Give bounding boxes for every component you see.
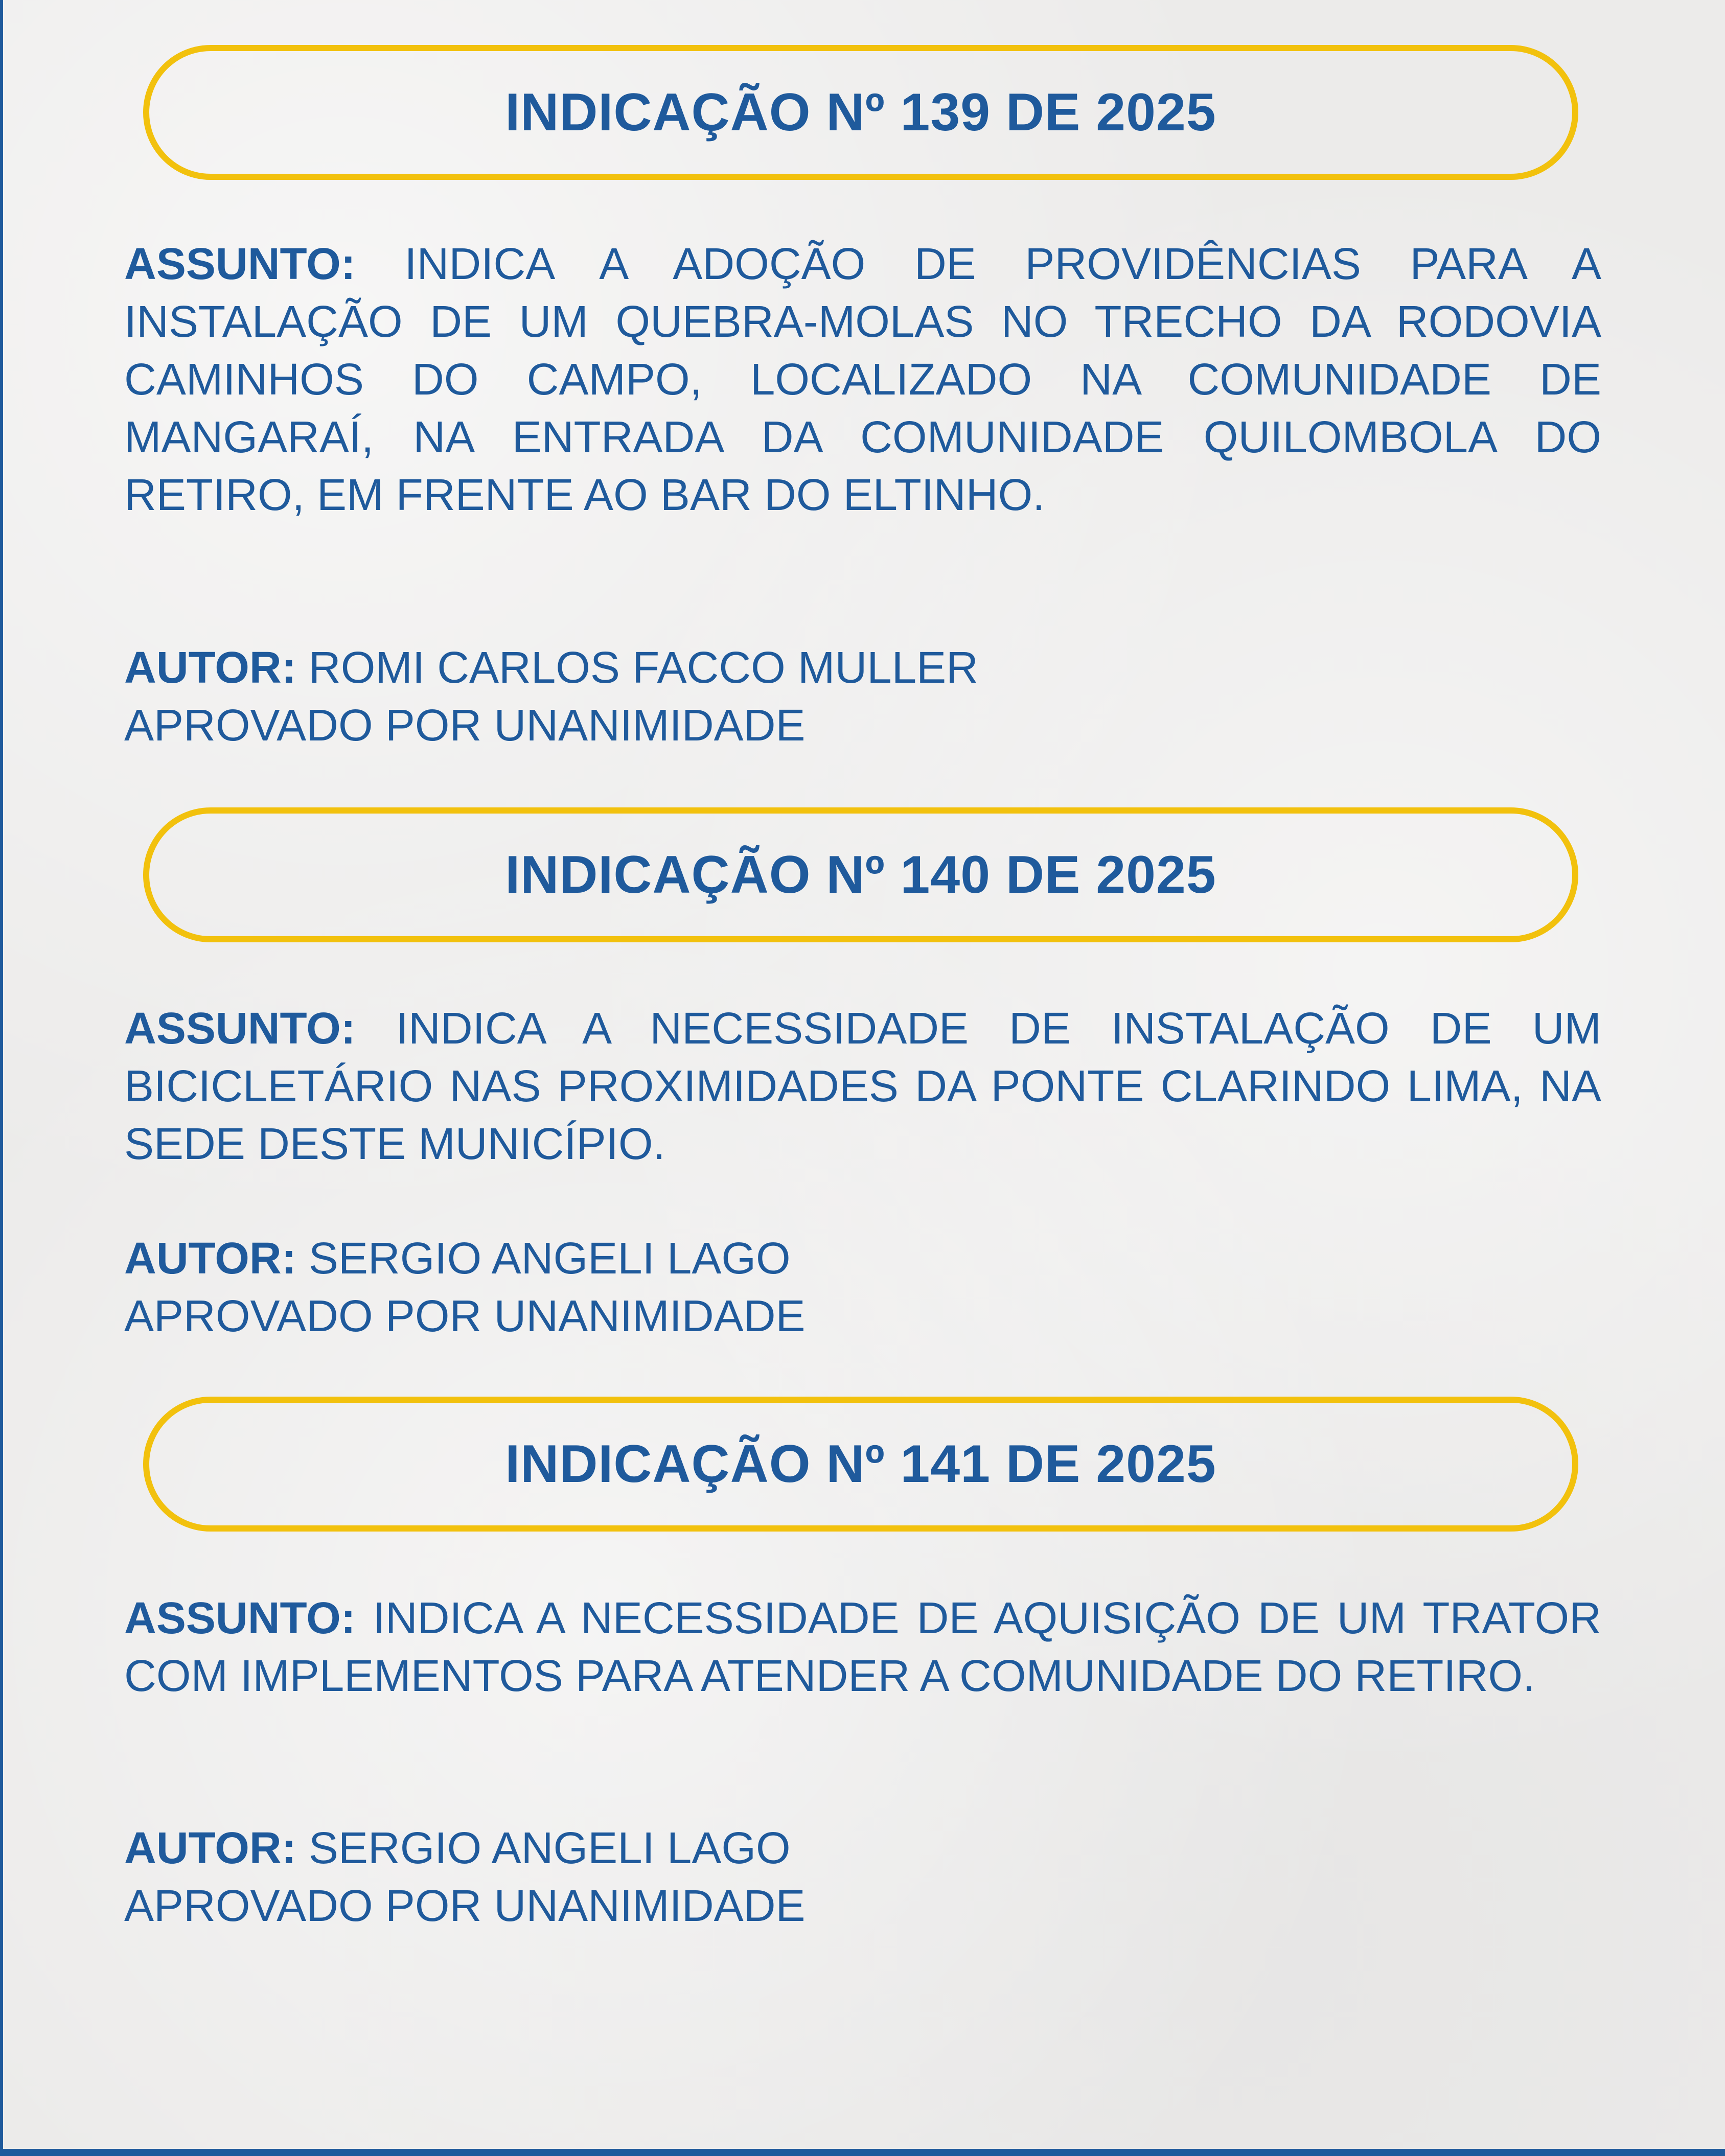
autor-name: SERGIO ANGELI LAGO [308, 1823, 791, 1873]
indicacao-140-assunto [124, 1000, 1601, 1173]
indicacao-140-autor [124, 1230, 1601, 1287]
indicacao-139-assunto-block [124, 235, 1601, 524]
indicacao-141-autor-block [124, 1819, 1601, 1935]
indicacao-140-assunto-block [124, 1000, 1601, 1173]
left-border-strip [0, 0, 3, 2156]
indicacao-139-autor [124, 639, 1601, 697]
indicacao-139-title: INDICAÇÃO Nº 139 DE 2025 [505, 82, 1216, 142]
indicacao-139-header [143, 45, 1578, 180]
bottom-border-strip [0, 2149, 1725, 2156]
indicacao-141-header [143, 1397, 1578, 1532]
indicacao-139-status: APROVADO POR UNANIMIDADE [124, 701, 806, 750]
indicacao-141-autor [124, 1819, 1601, 1877]
assunto-text: INDICA A NECESSIDADE DE INSTALAÇÃO DE UM BICICLETÁRIO NAS PROXIMIDADES DA PONTE CLARINDO LIMA, NA SEDE DESTE MUNICÍPIO. [124, 1004, 1601, 1169]
indicacao-141-assunto-block [124, 1589, 1601, 1705]
assunto-label: ASSUNTO: [124, 1004, 356, 1053]
indicacao-141-assunto [124, 1589, 1601, 1705]
indicacao-139-assunto [124, 235, 1601, 524]
assunto-label: ASSUNTO: [124, 1593, 356, 1643]
indicacao-140-header [143, 807, 1578, 942]
indicacao-139-autor-block [124, 639, 1601, 754]
autor-name: ROMI CARLOS FACCO MULLER [308, 643, 978, 692]
assunto-text: INDICA A NECESSIDADE DE AQUISIÇÃO DE UM TRATOR COM IMPLEMENTOS PARA ATENDER A COMUNIDADE DO RETIRO. [124, 1593, 1602, 1701]
autor-label: AUTOR: [124, 1823, 296, 1873]
autor-label: AUTOR: [124, 643, 296, 692]
assunto-label: ASSUNTO: [124, 239, 356, 289]
autor-name: SERGIO ANGELI LAGO [308, 1234, 791, 1283]
indicacao-140-autor-block [124, 1230, 1601, 1345]
autor-label: AUTOR: [124, 1234, 296, 1283]
assunto-text: INDICA A ADOÇÃO DE PROVIDÊNCIAS PARA A INSTALAÇÃO DE UM QUEBRA-MOLAS NO TRECHO DA RODOVIA CAMINHOS DO CAMPO, LOCALIZADO NA COMUNIDADE DE MANGARAÍ, NA ENTRADA DA COMUNIDADE QUILOMBOLA DO RETIRO, EM FRENTE AO BAR DO ELTINHO. [124, 239, 1602, 520]
indicacao-141-status: APROVADO POR UNANIMIDADE [124, 1881, 806, 1931]
indicacao-140-status: APROVADO POR UNANIMIDADE [124, 1291, 806, 1341]
indicacao-140-title: INDICAÇÃO Nº 140 DE 2025 [505, 845, 1216, 905]
indicacao-141-title: INDICAÇÃO Nº 141 DE 2025 [505, 1434, 1216, 1494]
